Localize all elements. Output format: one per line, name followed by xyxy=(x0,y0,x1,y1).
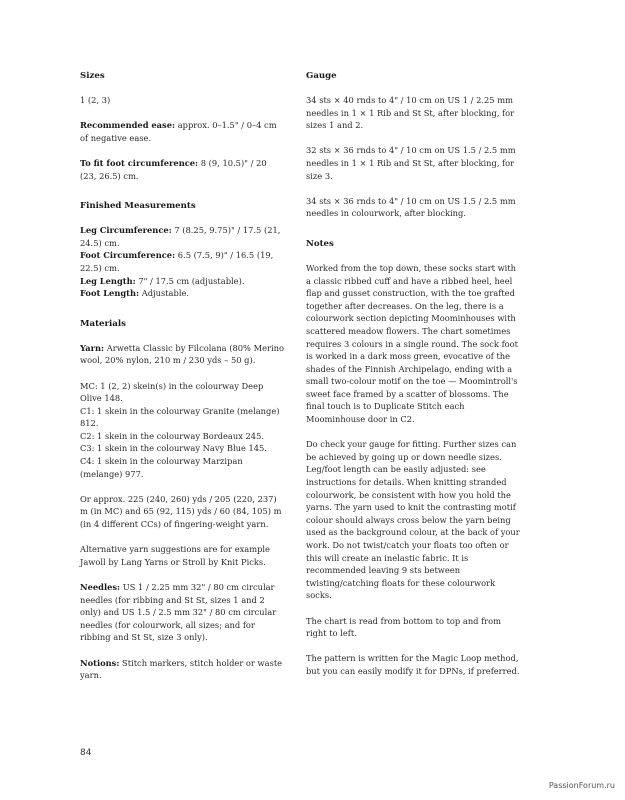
notes-method: The pattern is written for the Magic Loop method, but you can easily modify it for DPNs, if preferred. xyxy=(306,653,520,676)
ease-label: Recommended ease: xyxy=(80,120,176,131)
needles-label: Needles: xyxy=(80,582,121,592)
colourway-c4: C4: 1 skein in the colourway Marzipan (melange) 977. xyxy=(80,456,243,479)
leg-circ-value: 7 (8.25, 9.75)" / 17.5 (21, 24.5) cm. xyxy=(80,225,281,248)
leg-len-value: 7" / 17.5 cm (adjustable). xyxy=(135,275,245,286)
foot-circ2-value: 6.5 (7.5, 9)" / 16.5 (19, 22.5) cm. xyxy=(80,250,274,273)
yarn-label: Yarn: xyxy=(80,342,105,353)
gauge-sizes-1-2: 34 sts × 40 rnds to 4" / 10 cm on US 1 / 2.25 mm needles in 1 × 1 Rib and St St, after blocking, for sizes 1 and 2. xyxy=(306,95,515,131)
foot-circ-value: 8 (9, 10.5)" / 20 (23, 26.5) cm. xyxy=(80,157,267,181)
leg-len-label: Leg Length: xyxy=(80,275,136,286)
notions-info xyxy=(80,657,285,682)
leg-circumference xyxy=(80,224,285,249)
materials-heading: Materials xyxy=(80,318,126,329)
needles-value: US 1 / 2.25 mm 32" / 80 cm circular needles (for ribbing and St St, sizes 1 and 2 only) and US 1.5 / 2.5 mm 32" / 80 cm circular needles (for colourwork, all sizes; and for ribbing and St St, size 3 only). xyxy=(80,582,277,643)
notes-heading: Notes xyxy=(306,238,334,249)
notes-gauge-fitting: Do check your gauge for fitting. Further sizes can be achieved by going up or down needle sizes. Leg/foot length can be easily adjusted: see instructions for details. When knitting stranded colourwork, be consistent with how you hold the yarns. The yarn used to knit the contrasting motif colour should always cross below the yarn being used as the background colour, at the back of your work. Do not twist/catch your floats too often or this will create an inelastic fabric. It is recommended leaving 9 sts between twisting/catching floats for these colourwork socks. xyxy=(306,439,520,601)
leg-length xyxy=(80,275,285,288)
leg-circ-label: Leg Circumference: xyxy=(80,225,172,236)
colourway-list xyxy=(80,380,285,481)
gauge-size-3: 32 sts × 36 rnds to 4" / 10 cm on US 1.5 / 2.5 mm needles in 1 × 1 Rib and St St, after blocking, for size 3. xyxy=(306,145,516,181)
finished-measurements-heading: Finished Measurements xyxy=(80,201,196,212)
foot-length xyxy=(80,287,285,300)
alternative-yarns: Alternative yarn suggestions are for example Jawoll by Lang Yarns or Stroll by Knit Picks. xyxy=(80,544,270,567)
sizes-heading: Sizes xyxy=(80,71,105,81)
colourway-c3: C3: 1 skein in the colourway Navy Blue 145. xyxy=(80,443,267,454)
foot-circ2-label: Foot Circumference: xyxy=(80,250,176,261)
notes-chart-reading: The chart is read from bottom to top and from right to left. xyxy=(306,615,502,639)
foot-circumference xyxy=(80,249,285,274)
foot-len-value: Adjustable. xyxy=(139,288,190,299)
recommended-ease xyxy=(80,119,285,144)
colourway-mc: MC: 1 (2, 2) skein(s) in the colourway Deep Olive 148. xyxy=(80,380,264,404)
finished-measurements-list xyxy=(80,224,285,300)
gauge-heading: Gauge xyxy=(306,71,337,81)
left-column xyxy=(80,70,285,694)
colourway-c2: C2: 1 skein in the colourway Bordeaux 245. xyxy=(80,430,264,441)
ease-value: approx. 0–1.5" / 0–4 cm of negative ease. xyxy=(80,120,277,143)
notions-value: Stitch markers, stitch holder or waste yarn. xyxy=(80,657,283,681)
sizes-value: 1 (2, 3) xyxy=(80,95,111,105)
needles-info xyxy=(80,581,285,644)
notions-label: Notions: xyxy=(80,657,120,668)
foot-circumference-fit xyxy=(80,157,285,182)
yarn-value: Arwetta Classic by Filcolana (80% Merino wool, 20% nylon, 210 m / 230 yds – 50 g). xyxy=(80,342,284,366)
page-number: 84 xyxy=(80,748,92,758)
gauge-colourwork: 34 sts × 36 rnds to 4" / 10 cm on US 1.5 / 2.5 mm needles in colourwork, after blocking. xyxy=(306,195,516,219)
watermark: PassionForum.ru xyxy=(548,781,615,790)
yarn-amount: Or approx. 225 (240, 260) yds / 205 (220, 237) m (in MC) and 65 (92, 115) yds / 60 (84, 105) m (in 4 different CCs) of fingering-weight yarn. xyxy=(80,493,282,530)
right-column xyxy=(306,70,520,690)
foot-circ-label: To fit foot circumference: xyxy=(80,157,199,168)
colourway-c1: C1: 1 skein in the colourway Granite (melange) 812. xyxy=(80,405,280,429)
foot-len-label: Foot Length: xyxy=(80,288,140,299)
notes-construction: Worked from the top down, these socks start with a classic ribbed cuff and have a ribbed heel, heel flap and gusset construction, with the toe grafted together after decreases. On the leg, there is a colourwork section depicting Moominhouses with scattered meadow flowers. The chart sometimes requires 3 colours in a single round. The sock foot is worked in a dark moss green, evocative of the shades of the Finnish Archipelago, ending with a small two-colour motif on the toe — Moomintroll's sweet face framed by a scatter of blossoms. The final touch is to Duplicate Stitch each Moominhouse door in C2. xyxy=(306,262,518,425)
yarn-info xyxy=(80,342,285,367)
